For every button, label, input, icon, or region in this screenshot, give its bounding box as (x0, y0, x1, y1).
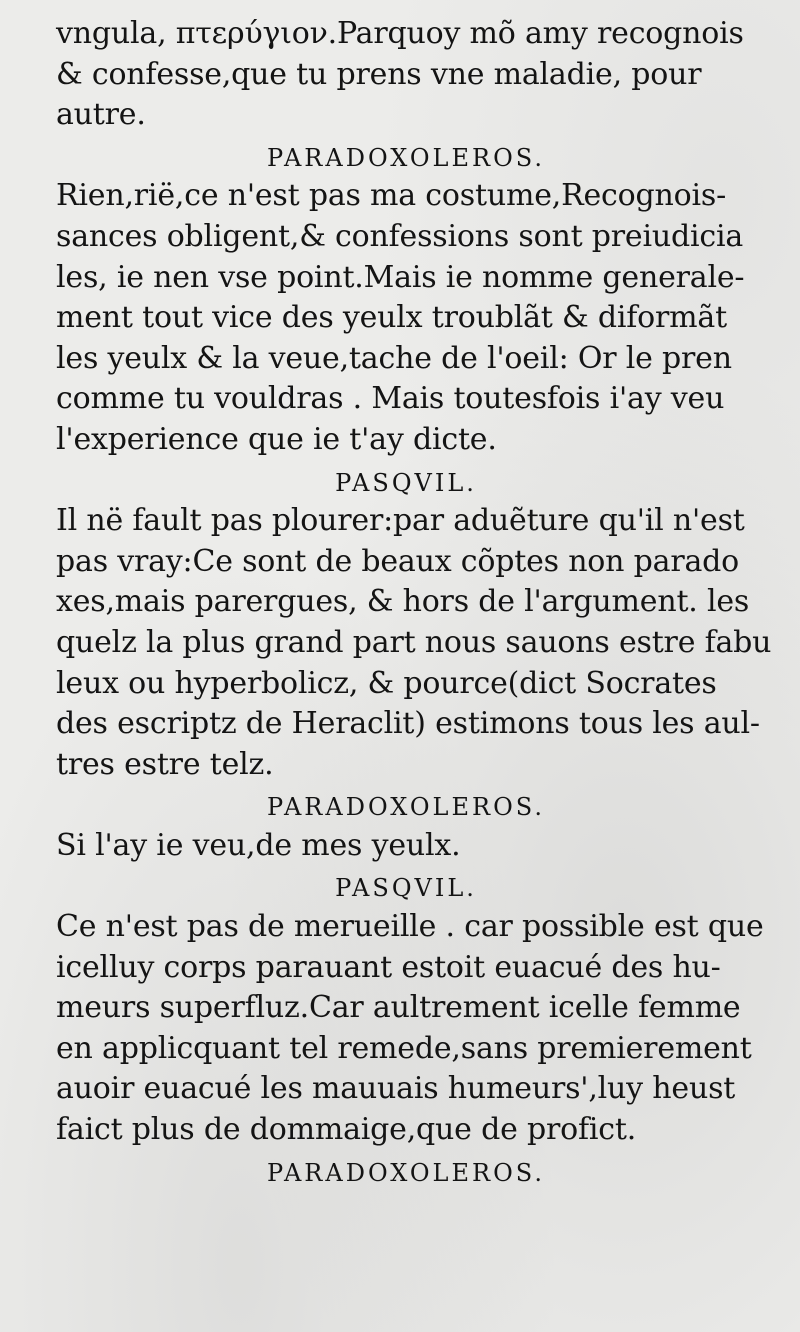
speaker-heading: PARADOXOLEROS. (267, 793, 545, 822)
text-line: sances obligent,& confessions sont preiudicia (56, 218, 744, 254)
text-line: Si l'ay ie veu,de mes yeulx. (56, 827, 461, 863)
text-line: Rien,rië,ce n'est pas ma costume,Recognois- (56, 178, 727, 214)
text-line: des escriptz de Heraclit) estimons tous les aul- (56, 706, 760, 742)
text-line: Ce n'est pas de merueille . car possible est que (56, 909, 764, 945)
text-line: ment tout vice des yeulx troublãt & diformãt (56, 300, 727, 336)
text-line: vngula, πτερύγιον.Parquoy mõ amy recognois (56, 16, 744, 51)
speaker-heading: PASQVIL. (335, 468, 477, 497)
speaker-heading: PARADOXOLEROS. (267, 143, 545, 172)
text-line: quelz la plus grand part nous sauons estre fabu (56, 624, 772, 660)
text-line: Il në fault pas plourer:par aduẽture qu'il n'est (56, 503, 745, 539)
text-line: l'experience que ie t'ay dicte. (56, 421, 497, 457)
speaker-heading: PASQVIL. (335, 874, 477, 903)
text-line: en applicquant tel remede,sans premierement (56, 1030, 752, 1066)
page-text (56, 14, 772, 1191)
text-line: comme tu vouldras . Mais toutesfois i'ay veu (56, 381, 725, 417)
text-line: & confesse,que tu prens vne maladie, pour (56, 56, 702, 92)
text-line: les yeulx & la veue,tache de l'oeil: Or le pren (56, 340, 732, 376)
text-line: les, ie nen vse point.Mais ie nomme generale- (56, 259, 745, 295)
text-line: leux ou hyperbolicz, & pource(dict Socrates (56, 665, 717, 701)
text-line: icelluy corps parauant estoit euacué des hu- (56, 949, 721, 985)
speaker-heading: PARADOXOLEROS. (267, 1158, 545, 1187)
text-line: faict plus de dommaige,que de profict. (56, 1112, 637, 1148)
text-line: tres estre telz. (56, 746, 274, 782)
text-line: autre. (56, 97, 146, 133)
text-line: meurs superfluz.Car aultrement icelle femme (56, 990, 741, 1026)
text-line: xes,mais parergues, & hors de l'argument. les (56, 584, 750, 620)
text-line: auoir euacué les mauuais humeurs',luy heust (56, 1071, 736, 1107)
text-line: pas vray:Ce sont de beaux cõptes non parado (56, 543, 740, 579)
